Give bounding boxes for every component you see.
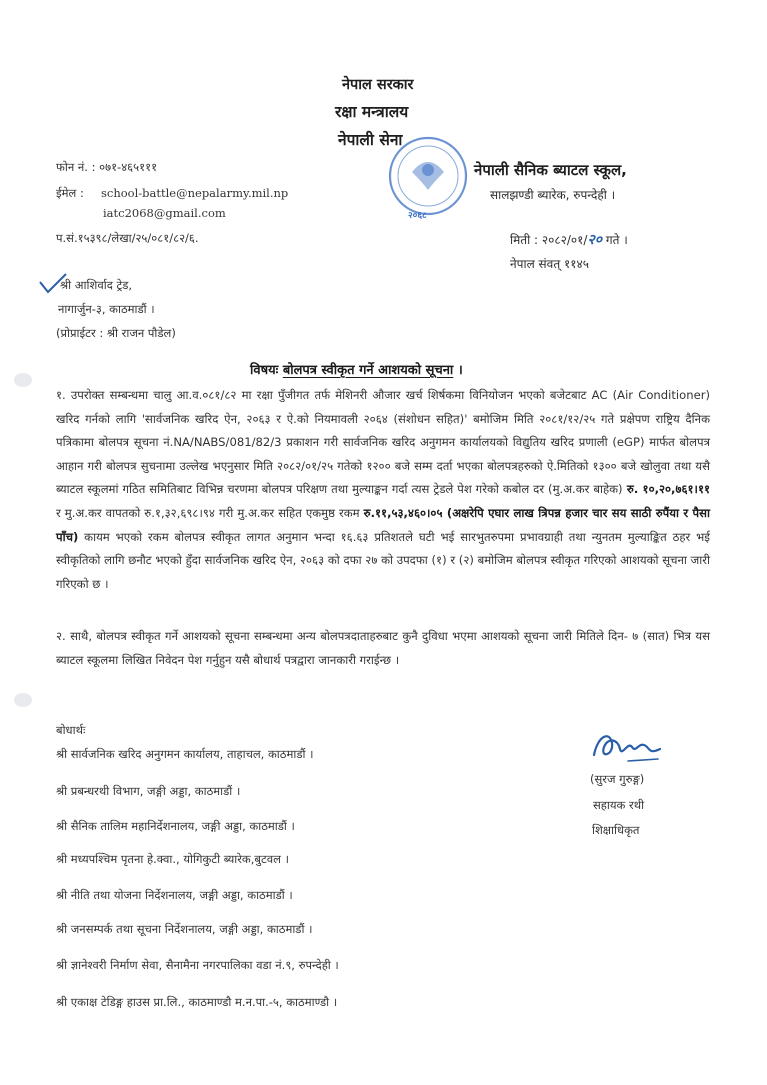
cc-item: श्री एकाक्ष टेडिङ्ग हाउस प्रा.लि., काठमाण्डौ म.न.पा.-५, काठमाण्डौ । (56, 995, 338, 1009)
cc-item: श्री ज्ञानेश्वरी निर्माण सेवा, सैनामैना नगरपालिका वडा नं.९, रुपन्देही । (56, 958, 339, 972)
seal-year: २०६८ (408, 211, 427, 221)
subject-prefix: विषयः (250, 363, 279, 378)
signatory-name: (सुरज गुरुङ्ग) (590, 772, 645, 786)
para1-amount1: रु. १०,२०,७६१।११ (622, 482, 711, 497)
email-primary: school-battle@nepalarmy.mil.np (101, 186, 289, 200)
email-label: ईमेल : (56, 186, 84, 200)
paragraph-1 (56, 384, 710, 596)
cc-item: श्री सैनिक तालिम महानिर्देशनालय, जङ्गी अड्डा, काठमाडौं । (56, 819, 295, 833)
paragraph-2: २. साथै, बोलपत्र स्वीकृत गर्ने आशयको सूचना सम्बन्धमा अन्य बोलपत्रदाताहरुबाट कुनै दुविधा भएमा आशयको सूचना जारी मितिले दिन- ७ (सात) भित्र यस ब्याटल स्कूलमा लिखित निवेदन पेश गर्नुहुन यसै बोधार्थ पत्रद्वारा जानकारी गराईन्छ । (56, 629, 710, 667)
signatory-title: शिक्षाधिकृत (592, 823, 640, 837)
seal-emblem-icon (382, 132, 474, 224)
email-secondary: iatc2068@gmail.com (103, 206, 226, 220)
reference-number: प.सं.१५३९८/लेखा/२५/०८१/८२/६. (56, 231, 199, 245)
para1-part3: कायम भएको रकम बोलपत्र स्वीकृत लागत अनुमान भन्दा १६.६३ प्रतिशतले घटी भई सारभुतरुपमा प्रभावग्राही तथा न्युनतम मुल्याङ्कित ठहर भई स्वीकृतिको लागि छनौट भएको हुँदा सार्वजनिक खरिद ऐन, २०६३ को दफा २७ को उपदफा (१) र (२) बमोजिम बोलपत्र स्वीकृत गरिएको आशयको सूचना जारी गरिएको छ । (56, 529, 710, 591)
school-address: सालझण्डी ब्यारेक, रुपन्देही । (490, 188, 616, 202)
header-ministry: रक्षा मन्त्रालय (335, 103, 409, 121)
recipient-proprietor: (प्रोप्राईटर : श्री राजन पौडेल) (56, 326, 176, 340)
subject-title: बोलपत्र स्वीकृत गर्ने आशयको सूचना (282, 363, 454, 378)
date-day-handwritten: २० (587, 232, 602, 248)
subject-suffix: । (453, 363, 463, 378)
signature-icon (588, 725, 668, 769)
letter-date (510, 230, 628, 249)
school-name: नेपाली सैनिक ब्याटल स्कूल, (474, 161, 627, 179)
para1-part1: १. उपरोक्त सम्बन्धमा चालु आ.व.०८१/८२ मा रक्षा पुँजीगत तर्फ मेशिनरी औजार खर्च शिर्षकमा विनियोजन भएको बजेटबाट AC (Air Conditioner) खरिद गर्नको लागि 'सार्वजनिक खरिद ऐन, २०६३ र ऐ.को नियमावली २०६४ (संशोधन सहित)' बमोजिम मिति २०८१/१२/२५ गते प्रक्षेपण राष्ट्रिय दैनिक पत्रिकामा बोलपत्र सूचना नं.NA/NABS/081/82/3 प्रकाशन गरी सार्वजनिक खरिद अनुगमन कार्यालयको विद्युतिय खरिद प्रणाली (eGP) मार्फत बोलपत्र आहान गरी बोलपत्र सुचनामा उल्लेख भएनुसार मिति २०८२/०१/२५ गतेको १२०० बजे सम्म दर्ता भएका बोलपत्रहरुको ऐ.मितिको १३०० बजे खोलुवा तथा यसै ब्याटल स्कूलमां गठित समितिबाट विभिन्न चरणमा बोलपत्र परिक्षण तथा मुल्याङ्कन गर्दा त्यस ट्रेडले पेश गरेको कबोल दर (मु.अ.कर बाहेक) (56, 388, 710, 497)
cc-item: श्री जनसम्पर्क तथा सूचना निर्देशनालय, जङ्गी अड्डा, काठमाडौं । (56, 922, 313, 936)
subject-line (250, 360, 463, 378)
header-army: नेपाली सेना (338, 131, 403, 149)
para1-part2: र मु.अ.कर वापतको रु.१,३२,६९८।९४ गरी मु.अ.कर सहित एकमुष्ठ रकम (56, 505, 364, 520)
header-gov: नेपाल सरकार (342, 77, 414, 93)
date-prefix: मिती : २०८२/०१/ (510, 233, 588, 247)
cc-label: बोधार्थः (56, 723, 86, 737)
signatory-rank: सहायक रथी (593, 798, 645, 812)
punch-hole-top (14, 373, 32, 387)
para1-amount2: रु.११,५३,४६०।०५ (अक्षरेपि एघार लाख त्रिपन्न हजार चार सय साठी रुपैंया र पैसा पाँच) (56, 505, 710, 544)
cc-item: श्री मध्यपश्चिम पृतना हे.क्वा., योगिकुटी ब्यारेक,बुटवल । (56, 852, 289, 866)
recipient-address: नागार्जुन-३, काठमाडौं । (58, 302, 155, 316)
cc-item: श्री प्रबन्धरथी विभाग, जङ्गी अड्डा, काठमाडौं । (56, 784, 241, 798)
army-seal (382, 132, 474, 224)
phone-number: फोन नं. : ०७१-४६५१११ (56, 160, 158, 174)
cc-item: श्री नीति तथा योजना निर्देशनालय, जङ्गी अड्डा, काठमाडौं । (56, 888, 293, 902)
date-suffix: गते । (605, 233, 628, 247)
cc-item: श्री सार्वजनिक खरिद अनुगमन कार्यालय, ताहाचल, काठमाडौं । (56, 747, 314, 761)
recipient-name: श्री आशिर्वाद ट्रेड, (60, 278, 133, 292)
punch-hole-bottom (14, 693, 32, 707)
nepal-sambat: नेपाल संवत् ११४५ (510, 257, 589, 271)
